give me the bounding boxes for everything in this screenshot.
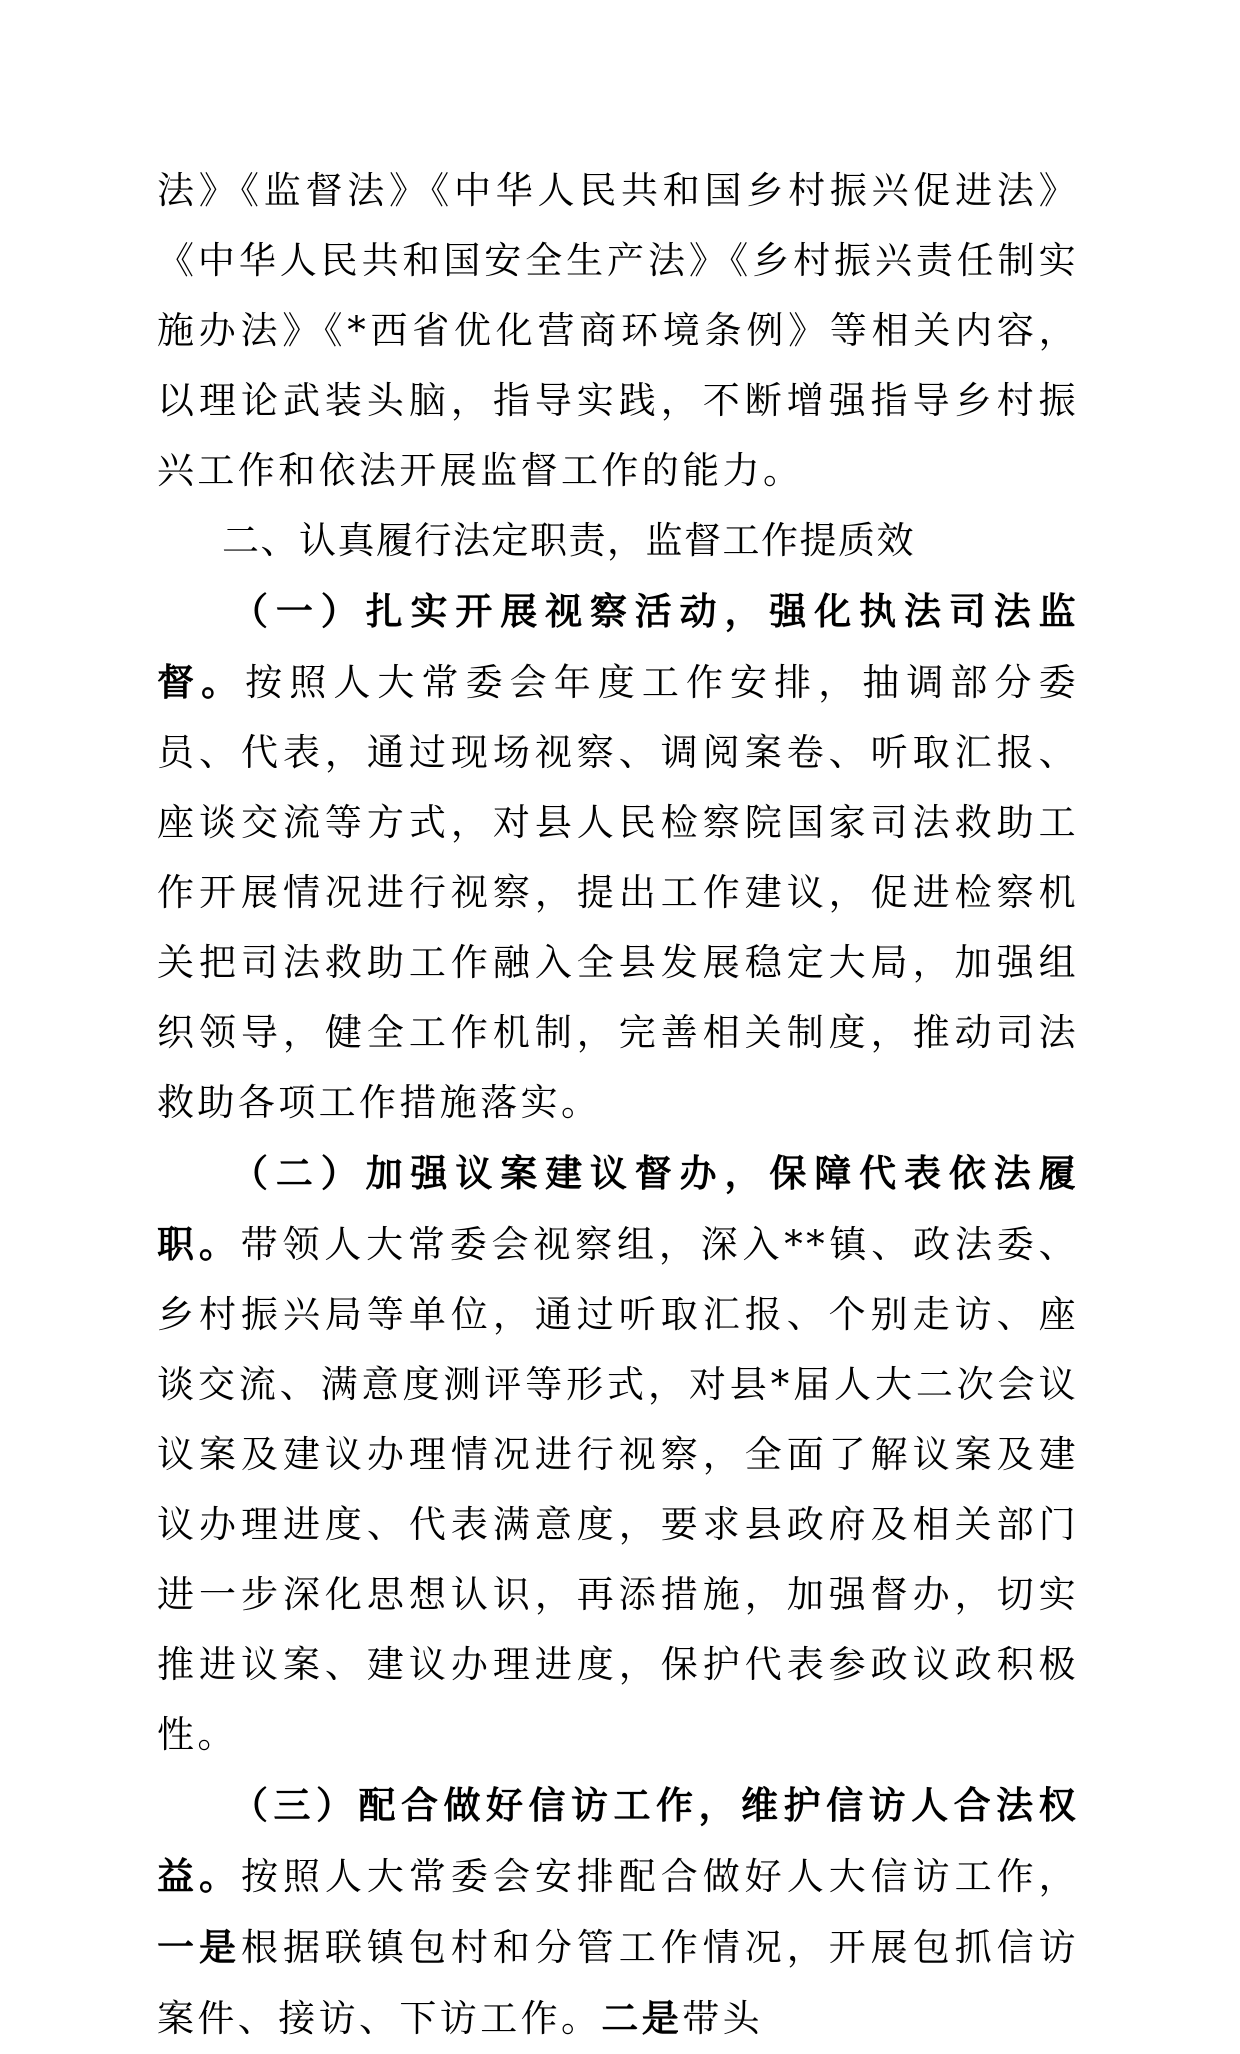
item-title-3: （三）配合做好信访工作，维护信访人合法权益。 bbox=[157, 1783, 1079, 1898]
item-title-2: （二）加强议案建议督办，保障代表依法履职。 bbox=[157, 1151, 1079, 1266]
item-paragraph-1 bbox=[157, 576, 1079, 1138]
item-marker-second: 二是 bbox=[601, 1996, 683, 2040]
item-body-3-part1: 按照人大常委会安排配合做好人大信访工作， bbox=[240, 1855, 1079, 1898]
item-title-1: （一）扎实开展视察活动，强化执法司法监督。 bbox=[157, 589, 1079, 704]
item-body-2: 带领人大常委会视察组，深入**镇、政法委、乡村振兴局等单位，通过听取汇报、个别走访、座谈交流、满意度测评等形式，对县*届人大二次会议议案及建议办理情况进行视察，全面了解议案及建议办理进度、代表满意度，要求县政府及相关部门进一步深化思想认识，再添措施，加强督办，切实推进议案、建议办理进度，保护代表参政议政积极性。 bbox=[157, 1223, 1079, 1756]
item-body-1: 按照人大常委会年度工作安排，抽调部分委员、代表，通过现场视察、调阅案卷、听取汇报、座谈交流等方式，对县人民检察院国家司法救助工作开展情况进行视察，提出工作建议，促进检察机关把司法救助工作融入全县发展稳定大局，加强组织领导，健全工作机制，完善相关制度，推动司法救助各项工作措施落实。 bbox=[157, 661, 1079, 1124]
section-heading: 二、认真履行法定职责，监督工作提质效 bbox=[222, 519, 915, 562]
continuation-text: 法》《监督法》《中华人民共和国乡村振兴促进法》《中华人民共和国安全生产法》《乡村振兴责任制实施办法》《*西省优化营商环境条例》等相关内容，以理论武装头脑，指导实践，不断增强指导乡村振兴工作和依法开展监督工作的能力。 bbox=[157, 169, 1079, 492]
item-marker-first: 一是 bbox=[157, 1925, 241, 1969]
item-paragraph-3 bbox=[157, 1770, 1079, 2054]
item-body-3-part3: 带头 bbox=[682, 1997, 764, 2040]
document-body bbox=[157, 156, 1079, 2054]
continuation-paragraph bbox=[157, 156, 1079, 506]
item-body-3-part2: 根据联镇包村和分管工作情况，开展包抓信访案件、接访、下访工作。 bbox=[157, 1926, 1079, 2040]
item-paragraph-2 bbox=[157, 1138, 1079, 1770]
